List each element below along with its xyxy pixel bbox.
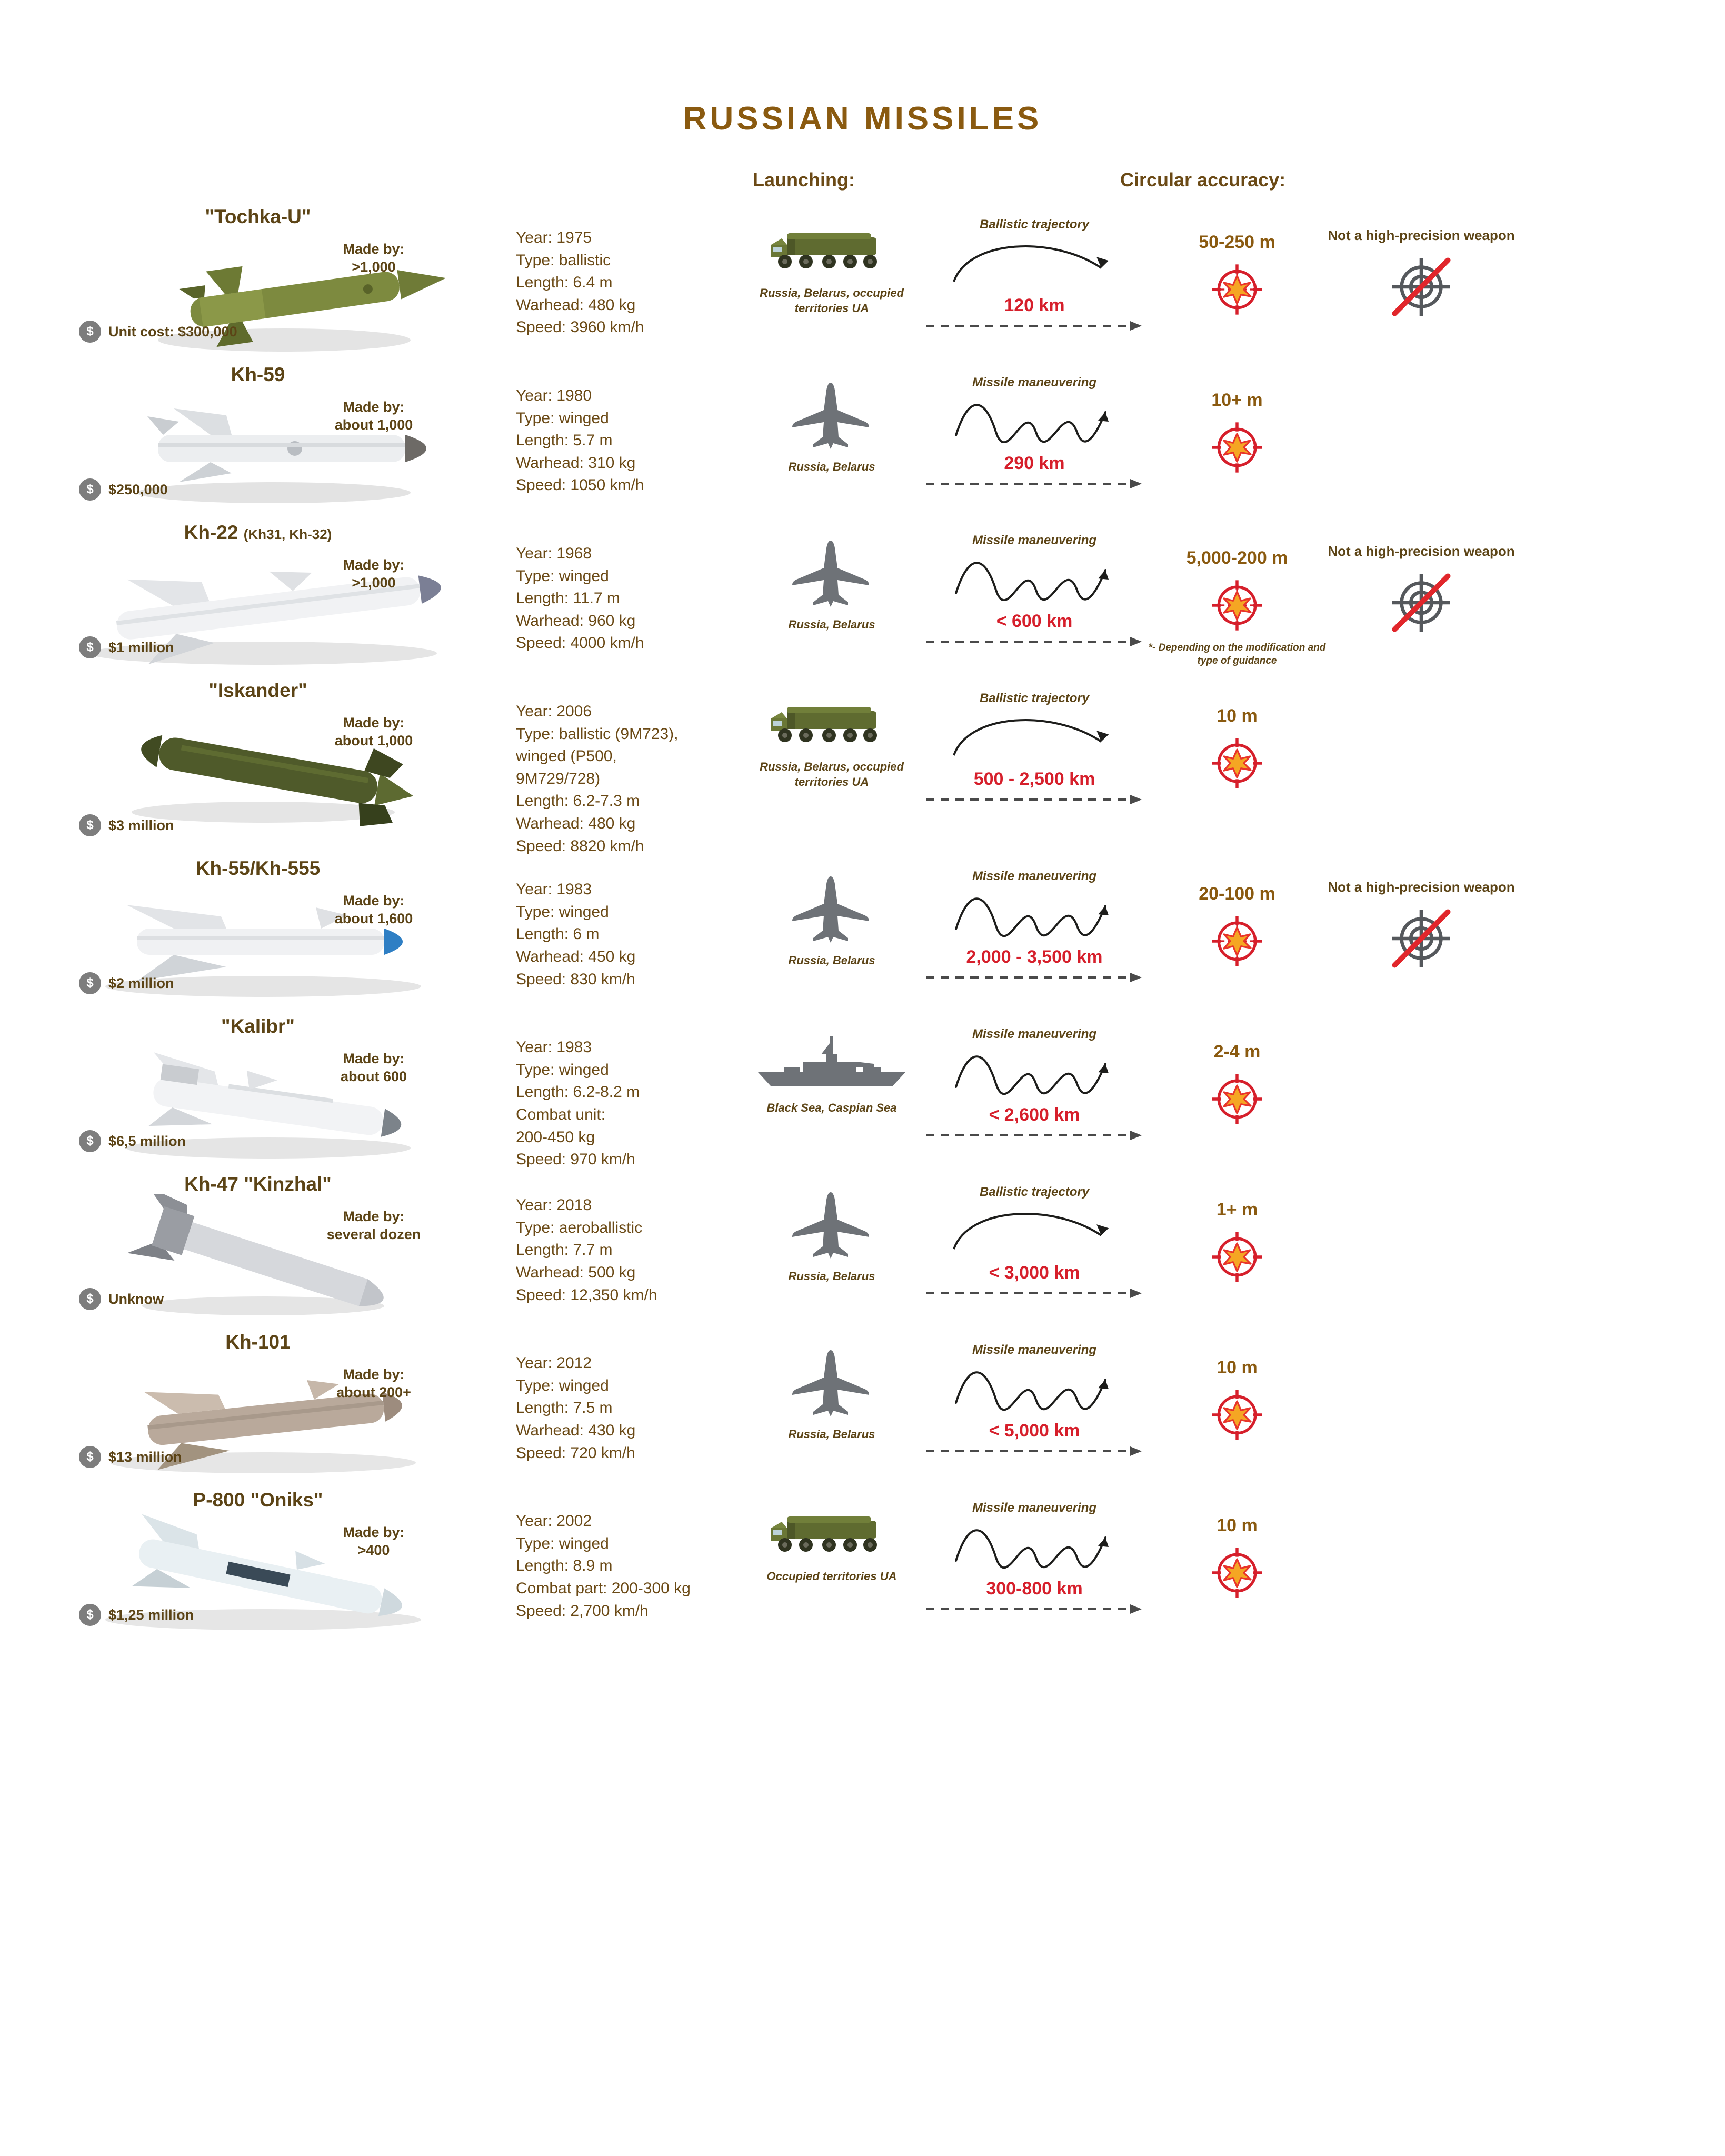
- unit-cost-text: [108, 640, 174, 656]
- made-by-label: Made by:: [343, 715, 405, 731]
- missile-row: [0, 1331, 1725, 1489]
- target-hit-icon: [1148, 736, 1327, 793]
- dollar-coin-icon: $: [79, 636, 101, 658]
- precision-cell: [1327, 1489, 1516, 1510]
- accuracy-value: 50-250 m: [1199, 232, 1275, 252]
- dollar-coin-icon: $: [79, 321, 101, 343]
- unit-cost-text: [108, 482, 168, 498]
- not-precision-label: Not a high-precision weapon: [1328, 543, 1515, 559]
- unit-cost-text: [108, 1133, 186, 1150]
- missile-illustration: [0, 1194, 516, 1326]
- launch-location-label: Russia, Belarus: [788, 460, 875, 473]
- accuracy-value: 1+ m: [1216, 1200, 1258, 1220]
- unit-cost-block: [79, 636, 174, 658]
- trajectory-shape-icon: [921, 1203, 1148, 1261]
- trajectory-cell: [921, 1489, 1148, 1618]
- unit-cost-value: $2 million: [108, 975, 174, 991]
- dollar-coin-icon: $: [79, 1288, 101, 1310]
- made-by-value: >1,000: [352, 574, 396, 591]
- made-by-label: Made by:: [343, 1209, 405, 1225]
- made-by-value: about 600: [340, 1068, 407, 1084]
- trajectory-shape-icon: [921, 709, 1148, 767]
- launch-platform-cell: [742, 680, 921, 790]
- missile-visual-cell: [0, 1489, 516, 1647]
- accuracy-footnote: *- Depending on the modification and type of guidance: [1148, 642, 1326, 666]
- accuracy-cell: [1148, 1173, 1327, 1293]
- missile-row: [0, 206, 1725, 364]
- launch-location-label: Black Sea, Caspian Sea: [766, 1101, 897, 1115]
- precision-cell: [1327, 1015, 1516, 1036]
- missile-name: [0, 364, 516, 386]
- missile-specs: Year: 2002 Type: winged Length: 8.9 m Combat part: 200-300 kg Speed: 2,700 km/h: [516, 1512, 691, 1620]
- target-hit-icon: [1148, 914, 1327, 971]
- not-precision-label: Not a high-precision weapon: [1328, 879, 1515, 895]
- missile-specs: Year: 1983 Type: winged Length: 6.2-8.2 m Combat unit: 200-450 kg Speed: 970 km/h: [516, 1039, 640, 1169]
- range-value: 500 - 2,500 km: [973, 769, 1095, 789]
- missile-specs: Year: 2006 Type: ballistic (9M723), winged (P500, 9M729/728) Length: 6.2-7.3 m Warhead: 480 kg Speed: 8820 km/h: [516, 703, 679, 855]
- made-by-value: about 1,600: [334, 910, 413, 926]
- missile-name: [0, 206, 516, 228]
- made-by-value: >1,000: [352, 258, 396, 275]
- missile-visual-cell: [0, 1331, 516, 1489]
- precision-cell: [1327, 206, 1516, 324]
- range-arrow-icon: [921, 972, 1148, 986]
- missile-row: [0, 1015, 1725, 1173]
- trajectory-shape-icon: [921, 1519, 1148, 1576]
- accuracy-cell: [1148, 1331, 1327, 1451]
- made-by-value: about 1,000: [334, 416, 413, 433]
- launcher-truck-icon: [742, 1505, 921, 1563]
- missile-name: [0, 857, 516, 880]
- missile-name-text: Kh-101: [225, 1331, 291, 1353]
- accuracy-value: 10+ m: [1211, 390, 1263, 410]
- missile-specs: Year: 1980 Type: winged Length: 5.7 m Warhead: 310 kg Speed: 1050 km/h: [516, 387, 644, 494]
- made-by-value: about 200+: [336, 1384, 411, 1400]
- launch-location-label: Russia, Belarus: [788, 954, 875, 967]
- missile-rows: [0, 206, 1725, 1647]
- made-by-block: [318, 1366, 429, 1402]
- trajectory-cell: [921, 1331, 1148, 1460]
- made-by-value: about 1,000: [334, 732, 413, 748]
- trajectory-cell: [921, 1173, 1148, 1302]
- accuracy-value: 5,000-200 m: [1186, 548, 1288, 568]
- unit-cost-block: [79, 1288, 164, 1310]
- missile-illustration: [0, 879, 516, 1010]
- launch-platform-cell: [742, 206, 921, 316]
- missile-name-text: "Tochka-U": [205, 206, 311, 227]
- accuracy-cell: [1148, 522, 1327, 667]
- unit-cost-label: Unit cost:: [108, 323, 174, 340]
- range-value: < 600 km: [996, 611, 1073, 631]
- missile-visual-cell: [0, 857, 516, 1015]
- launch-location-label: Russia, Belarus: [788, 1428, 875, 1441]
- trajectory-cell: [921, 522, 1148, 650]
- range-arrow-icon: [921, 636, 1148, 650]
- missile-visual-cell: [0, 364, 516, 522]
- missile-specs: Year: 2012 Type: winged Length: 7.5 m Warhead: 430 kg Speed: 720 km/h: [516, 1354, 636, 1462]
- unit-cost-text: [108, 817, 174, 834]
- missile-illustration: [0, 1352, 516, 1484]
- warship-icon: [742, 1031, 921, 1094]
- missile-visual-cell: [0, 1015, 516, 1173]
- unit-cost-text: [108, 1607, 194, 1623]
- missile-name: [0, 1173, 516, 1195]
- launch-platform-cell: [742, 857, 921, 969]
- launch-platform-cell: [742, 364, 921, 475]
- trajectory-type-label: Ballistic trajectory: [979, 691, 1090, 705]
- range-value: < 5,000 km: [989, 1421, 1080, 1441]
- missile-name: [0, 1331, 516, 1353]
- unit-cost-block: [79, 1130, 186, 1152]
- target-hit-icon: [1148, 262, 1327, 320]
- unit-cost-block: [79, 321, 237, 343]
- missile-name-text: "Iskander": [208, 680, 307, 701]
- not-precision-icon: [1327, 904, 1516, 976]
- missile-name: [0, 1015, 516, 1037]
- made-by-block: [318, 892, 429, 928]
- unit-cost-text: [108, 1291, 164, 1307]
- range-arrow-icon: [921, 320, 1148, 334]
- accuracy-value: 20-100 m: [1199, 884, 1275, 904]
- dollar-coin-icon: $: [79, 972, 101, 994]
- trajectory-shape-icon: [921, 393, 1148, 451]
- accuracy-value: 10 m: [1217, 1358, 1258, 1378]
- not-precision-label: Not a high-precision weapon: [1328, 227, 1515, 243]
- missile-illustration: [0, 543, 516, 674]
- missile-name: [0, 1489, 516, 1511]
- missile-specs: Year: 2018 Type: aeroballistic Length: 7.7 m Warhead: 500 kg Speed: 12,350 km/h: [516, 1196, 657, 1304]
- trajectory-type-label: Missile maneuvering: [972, 375, 1097, 390]
- missile-row: [0, 680, 1725, 857]
- made-by-label: Made by:: [343, 399, 405, 415]
- range-arrow-icon: [921, 1130, 1148, 1144]
- jet-aircraft-icon: [742, 873, 921, 947]
- trajectory-cell: [921, 1015, 1148, 1144]
- missile-row: [0, 1173, 1725, 1331]
- made-by-value: >400: [357, 1542, 390, 1558]
- dollar-coin-icon: $: [79, 1604, 101, 1626]
- range-arrow-icon: [921, 794, 1148, 808]
- made-by-label: Made by:: [343, 893, 405, 909]
- launcher-truck-icon: [742, 695, 921, 753]
- dollar-coin-icon: $: [79, 1130, 101, 1152]
- range-value: 290 km: [1004, 453, 1065, 473]
- made-by-block: [318, 714, 429, 750]
- unit-cost-value: $6,5 million: [108, 1133, 186, 1149]
- trajectory-cell: [921, 680, 1148, 808]
- column-headers: [0, 169, 1725, 201]
- accuracy-cell: [1148, 1489, 1327, 1609]
- trajectory-shape-icon: [921, 1045, 1148, 1103]
- made-by-block: [318, 1050, 429, 1086]
- precision-cell: [1327, 857, 1516, 976]
- accuracy-value: 10 m: [1217, 1515, 1258, 1536]
- trajectory-shape-icon: [921, 887, 1148, 945]
- made-by-label: Made by:: [343, 1366, 405, 1383]
- missile-visual-cell: [0, 206, 516, 364]
- launcher-truck-icon: [742, 222, 921, 280]
- precision-cell: [1327, 680, 1516, 701]
- made-by-label: Made by:: [343, 1051, 405, 1067]
- made-by-label: Made by:: [343, 557, 405, 573]
- not-precision-icon: [1327, 252, 1516, 324]
- made-by-block: [318, 1524, 429, 1560]
- trajectory-shape-icon: [921, 551, 1148, 609]
- trajectory-cell: [921, 364, 1148, 492]
- missile-specs: Year: 1975 Type: ballistic Length: 6.4 m Warhead: 480 kg Speed: 3960 km/h: [516, 229, 644, 336]
- target-hit-icon: [1148, 1230, 1327, 1287]
- precision-cell: [1327, 1331, 1516, 1352]
- range-arrow-icon: [921, 1603, 1148, 1618]
- missile-row: [0, 857, 1725, 1015]
- missile-name-text: Kh-47 "Kinzhal": [184, 1173, 332, 1195]
- trajectory-cell: [921, 206, 1148, 334]
- made-by-value: several dozen: [326, 1226, 421, 1242]
- target-hit-icon: [1148, 1545, 1327, 1603]
- jet-aircraft-icon: [742, 1347, 921, 1421]
- accuracy-value: 2-4 m: [1213, 1042, 1261, 1062]
- unit-cost-block: [79, 1446, 182, 1468]
- trajectory-shape-icon: [921, 235, 1148, 293]
- header-accuracy: Circular accuracy:: [1120, 169, 1286, 191]
- accuracy-value: 10 m: [1217, 706, 1258, 726]
- trajectory-type-label: Missile maneuvering: [972, 1501, 1097, 1515]
- range-arrow-icon: [921, 1445, 1148, 1460]
- launch-platform-cell: [742, 1173, 921, 1284]
- range-value: < 3,000 km: [989, 1263, 1080, 1283]
- precision-cell: [1327, 1173, 1516, 1194]
- made-by-block: [318, 398, 429, 434]
- missile-name-text: Kh-55/Kh-555: [195, 857, 321, 880]
- unit-cost-value: $300,000: [178, 323, 237, 340]
- target-hit-icon: [1148, 1072, 1327, 1129]
- made-by-label: Made by:: [343, 1524, 405, 1541]
- accuracy-cell: [1148, 1015, 1327, 1135]
- range-arrow-icon: [921, 1287, 1148, 1302]
- missile-visual-cell: [0, 1173, 516, 1331]
- trajectory-shape-icon: [921, 1361, 1148, 1419]
- made-by-block: [318, 241, 429, 276]
- precision-cell: [1327, 364, 1516, 385]
- unit-cost-value: $1,25 million: [108, 1606, 194, 1623]
- range-value: < 2,600 km: [989, 1105, 1080, 1125]
- unit-cost-value: $3 million: [108, 817, 174, 833]
- trajectory-cell: [921, 857, 1148, 986]
- range-arrow-icon: [921, 478, 1148, 492]
- accuracy-cell: [1148, 206, 1327, 326]
- jet-aircraft-icon: [742, 537, 921, 611]
- launch-location-label: Russia, Belarus: [788, 1270, 875, 1283]
- missile-specs: Year: 1968 Type: winged Length: 11.7 m Warhead: 960 kg Speed: 4000 km/h: [516, 545, 644, 652]
- target-hit-icon: [1148, 1388, 1327, 1445]
- missile-name-text: Kh-59: [231, 364, 285, 385]
- target-hit-icon: [1148, 578, 1327, 635]
- missile-name-sub: (Kh31, Kh-32): [243, 526, 332, 542]
- unit-cost-block: [79, 814, 174, 836]
- trajectory-type-label: Ballistic trajectory: [979, 1185, 1090, 1200]
- unit-cost-value: $250,000: [108, 481, 168, 497]
- missile-name: [0, 680, 516, 702]
- made-by-block: [318, 556, 429, 592]
- unit-cost-block: [79, 1604, 194, 1626]
- trajectory-type-label: Missile maneuvering: [972, 869, 1097, 884]
- trajectory-type-label: Missile maneuvering: [972, 533, 1097, 547]
- dollar-coin-icon: $: [79, 478, 101, 501]
- missile-illustration: [0, 1036, 516, 1168]
- missile-row: [0, 1489, 1725, 1647]
- missile-visual-cell: [0, 680, 516, 857]
- trajectory-type-label: Missile maneuvering: [972, 1343, 1097, 1358]
- range-value: 120 km: [1004, 295, 1065, 315]
- missile-name-text: P-800 "Oniks": [193, 1489, 323, 1511]
- missile-illustration: [0, 227, 516, 358]
- dollar-coin-icon: $: [79, 1446, 101, 1468]
- accuracy-cell: [1148, 364, 1327, 484]
- missile-illustration: [0, 1510, 516, 1642]
- missile-specs: Year: 1983 Type: winged Length: 6 m Warhead: 450 kg Speed: 830 km/h: [516, 881, 636, 988]
- missile-illustration: [0, 385, 516, 516]
- launch-platform-cell: [742, 1015, 921, 1116]
- trajectory-type-label: Missile maneuvering: [972, 1027, 1097, 1042]
- jet-aircraft-icon: [742, 380, 921, 453]
- missile-name: [0, 522, 516, 544]
- unit-cost-block: [79, 478, 168, 501]
- launch-location-label: Russia, Belarus, occupied territories UA: [760, 286, 904, 315]
- unit-cost-text: [108, 324, 237, 340]
- made-by-block: [318, 1208, 429, 1244]
- missile-name-text: "Kalibr": [221, 1015, 295, 1037]
- unit-cost-value: $13 million: [108, 1449, 182, 1465]
- range-value: 300-800 km: [986, 1579, 1083, 1599]
- launch-platform-cell: [742, 1331, 921, 1442]
- trajectory-type-label: Ballistic trajectory: [979, 217, 1090, 232]
- unit-cost-text: [108, 975, 174, 992]
- page-title: RUSSIAN MISSILES: [683, 101, 1042, 137]
- missile-visual-cell: [0, 522, 516, 680]
- unit-cost-text: [108, 1449, 182, 1465]
- launch-platform-cell: [742, 1489, 921, 1584]
- unit-cost-block: [79, 972, 174, 994]
- unit-cost-value: $1 million: [108, 639, 174, 655]
- missile-illustration: [0, 701, 516, 832]
- accuracy-cell: [1148, 857, 1327, 977]
- missile-name-text: Kh-22: [184, 522, 238, 543]
- accuracy-cell: [1148, 680, 1327, 800]
- missile-row: [0, 522, 1725, 680]
- launch-location-label: Occupied territories UA: [766, 1570, 897, 1583]
- launch-platform-cell: [742, 522, 921, 633]
- not-precision-icon: [1327, 568, 1516, 640]
- launch-location-label: Russia, Belarus: [788, 618, 875, 631]
- precision-cell: [1327, 522, 1516, 640]
- range-value: 2,000 - 3,500 km: [966, 947, 1103, 967]
- unit-cost-value: Unknow: [108, 1291, 164, 1307]
- made-by-label: Made by:: [343, 241, 405, 257]
- header-launching: Launching:: [753, 169, 855, 191]
- missile-row: [0, 364, 1725, 522]
- dollar-coin-icon: $: [79, 814, 101, 836]
- target-hit-icon: [1148, 420, 1327, 477]
- launch-location-label: Russia, Belarus, occupied territories UA: [760, 760, 904, 788]
- jet-aircraft-icon: [742, 1189, 921, 1263]
